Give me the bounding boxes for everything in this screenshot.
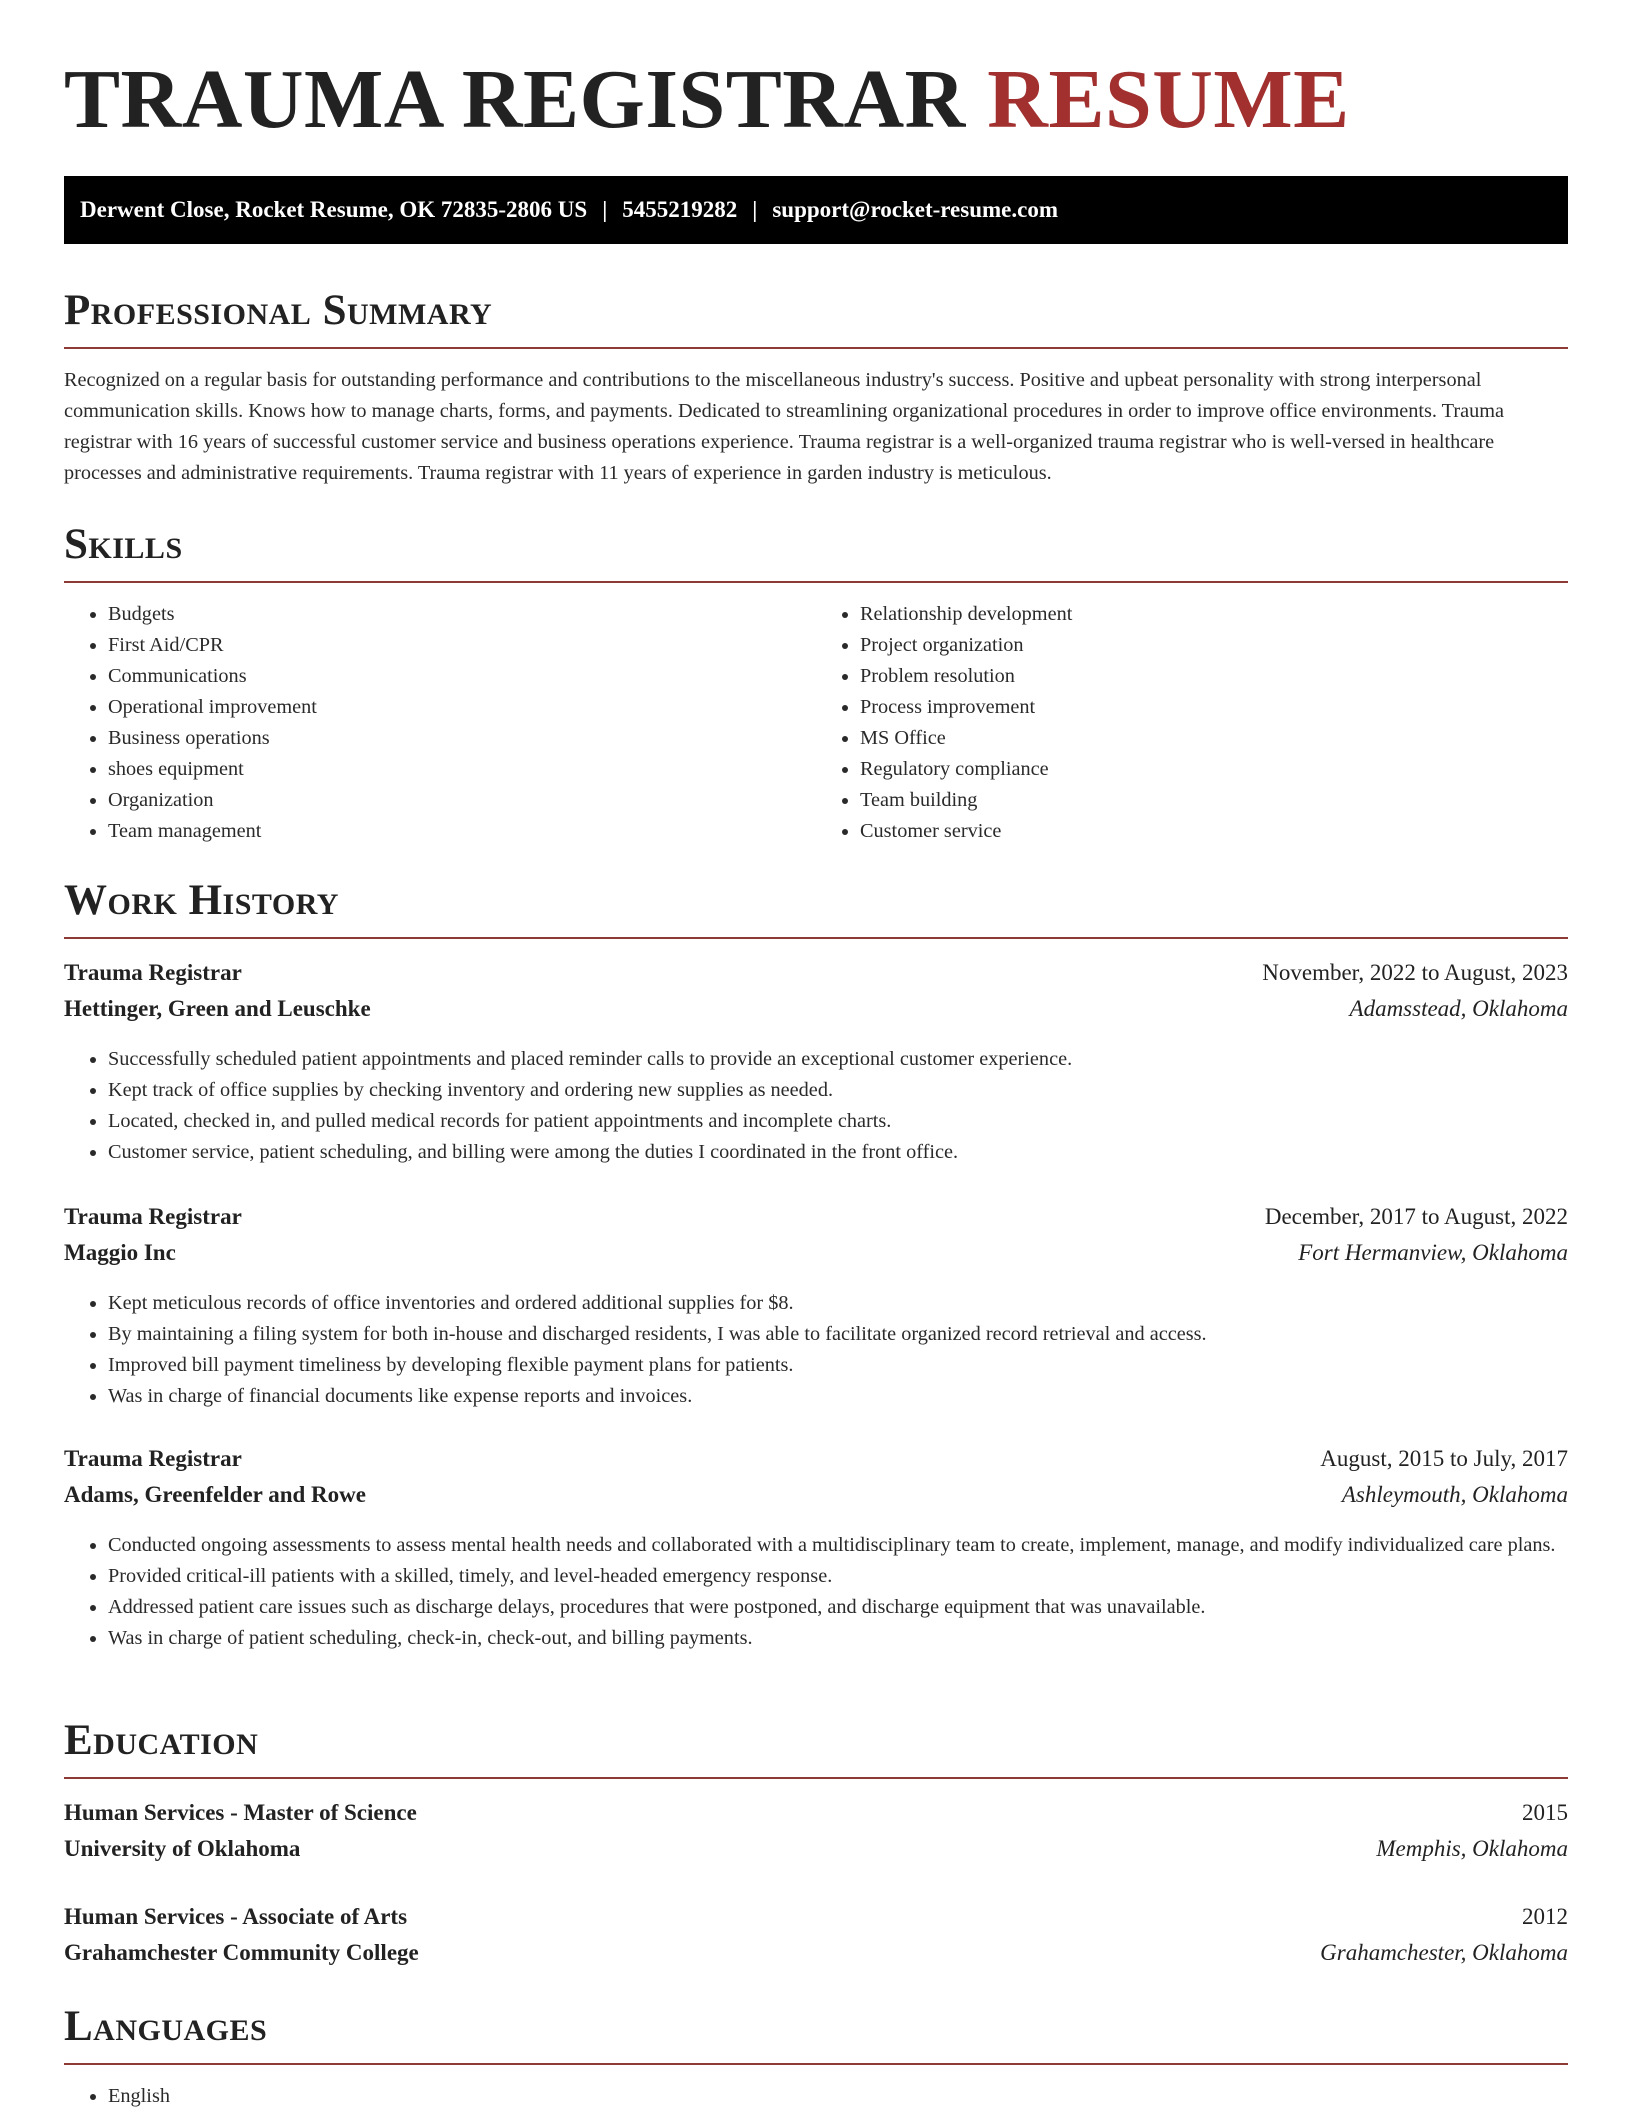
job-dates: August, 2015 to July, 2017	[1320, 1446, 1568, 1471]
job-bullet: • By maintaining a filing system for both in-house and discharged residents, I was able to facilitate organized record retrieval and access.	[108, 1319, 1568, 1350]
education-school: Grahamchester Community College	[64, 1940, 419, 1965]
job-location: Adamsstead, Oklahoma	[1349, 996, 1568, 1021]
languages-section	[64, 2002, 1568, 2112]
job-dates: November, 2022 to August, 2023	[1262, 960, 1568, 985]
job-bullet: • Kept track of office supplies by checking inventory and ordering new supplies as needed.	[108, 1075, 1568, 1106]
education-entry	[64, 1904, 1568, 1976]
job-bullet: • Was in charge of financial documents like expense reports and invoices.	[108, 1381, 1568, 1412]
section-heading-skills: Skills	[64, 521, 183, 568]
section-heading-languages: Languages	[64, 2003, 268, 2050]
job-bullet: • Conducted ongoing assessments to assess mental health needs and collaborated with a multidisciplinary team to create, implement, manage, and modify individualized care plans.	[108, 1530, 1568, 1561]
section-divider	[64, 347, 1568, 349]
section-divider	[64, 2063, 1568, 2065]
skill-item: • Problem resolution	[860, 661, 1568, 692]
section-heading-work: Work History	[64, 877, 339, 924]
education-year: 2015	[1522, 1800, 1568, 1825]
job-bullets	[64, 1288, 1568, 1412]
skill-item: • Process improvement	[860, 692, 1568, 723]
skill-item: • Regulatory compliance	[860, 754, 1568, 785]
skill-item: • Team management	[108, 816, 816, 847]
work-history-section	[64, 876, 1568, 939]
job-bullet: • Improved bill payment timeliness by developing flexible payment plans for patients.	[108, 1350, 1568, 1381]
skills-list-left	[64, 599, 816, 847]
summary-section	[64, 286, 1568, 489]
job-company-row	[64, 996, 1568, 1032]
education-header-row	[64, 1800, 1568, 1836]
job-bullet: • Located, checked in, and pulled medical records for patient appointments and incomplete charts.	[108, 1106, 1568, 1137]
section-divider	[64, 1777, 1568, 1779]
skill-item: • Project organization	[860, 630, 1568, 661]
skills-section	[64, 520, 1568, 847]
job-company: Maggio Inc	[64, 1240, 176, 1265]
job-company-row	[64, 1482, 1568, 1518]
job-header-row	[64, 1446, 1568, 1482]
job-dates: December, 2017 to August, 2022	[1264, 1204, 1568, 1229]
job-bullet: • Successfully scheduled patient appointments and placed reminder calls to provide an exceptional customer experience.	[108, 1044, 1568, 1075]
education-school-row	[64, 1836, 1568, 1872]
skill-item: • Communications	[108, 661, 816, 692]
education-year: 2012	[1522, 1904, 1568, 1929]
job-company-row	[64, 1240, 1568, 1276]
education-school: University of Oklahoma	[64, 1836, 301, 1861]
contact-separator: |	[602, 197, 608, 222]
job-bullet: • Kept meticulous records of office inventories and ordered additional supplies for $8.	[108, 1288, 1568, 1319]
skills-list-right	[816, 599, 1568, 847]
skill-item: • First Aid/CPR	[108, 630, 816, 661]
job-title: Trauma Registrar	[64, 1204, 242, 1229]
contact-bar	[64, 176, 1568, 244]
section-divider	[64, 937, 1568, 939]
job-entry	[64, 1446, 1568, 1654]
section-heading-education: Education	[64, 1717, 259, 1764]
job-bullet: • Addressed patient care issues such as discharge delays, procedures that were postponed, and discharge equipment that was unavailable.	[108, 1592, 1568, 1623]
job-company: Hettinger, Green and Leuschke	[64, 996, 371, 1021]
job-bullet: • Provided critical-ill patients with a skilled, timely, and level-headed emergency response.	[108, 1561, 1568, 1592]
education-header-row	[64, 1904, 1568, 1940]
skill-item: • Team building	[860, 785, 1568, 816]
skill-item: • shoes equipment	[108, 754, 816, 785]
language-item: • English	[108, 2081, 1568, 2112]
job-header-row	[64, 1204, 1568, 1240]
contact-phone: 5455219282	[622, 197, 738, 222]
skill-item: • MS Office	[860, 723, 1568, 754]
education-location: Grahamchester, Oklahoma	[1320, 1940, 1568, 1965]
resume-title	[64, 53, 1350, 146]
job-entry	[64, 1204, 1568, 1412]
education-degree: Human Services - Associate of Arts	[64, 1904, 408, 1929]
job-location: Fort Hermanview, Oklahoma	[1298, 1240, 1568, 1265]
job-bullet: • Customer service, patient scheduling, and billing were among the duties I coordinated in the front office.	[108, 1137, 1568, 1168]
job-title: Trauma Registrar	[64, 960, 242, 985]
job-location: Ashleymouth, Oklahoma	[1341, 1482, 1568, 1507]
job-title: Trauma Registrar	[64, 1446, 242, 1471]
skill-item: • Relationship development	[860, 599, 1568, 630]
summary-text: Recognized on a regular basis for outstanding performance and contributions to the miscellaneous industry's success. Positive and upbeat personality with strong interpersonal communication skills. Knows how to manage charts, forms, and payments. Dedicated to streamlining organizational procedures in order to improve office environments. Trauma registrar with 16 years of successful customer service and business operations experience. Trauma registrar is a well-organized trauma registrar who is well-versed in healthcare processes and administrative requirements. Trauma registrar with 11 years of experience in garden industry is meticulous.	[64, 369, 1505, 485]
skill-item: • Customer service	[860, 816, 1568, 847]
section-heading-summary: Professional Summary	[64, 287, 493, 334]
skills-columns	[64, 599, 1568, 847]
contact-separator: |	[752, 197, 758, 222]
skill-item: • Organization	[108, 785, 816, 816]
job-bullet: • Was in charge of patient scheduling, check-in, check-out, and billing payments.	[108, 1623, 1568, 1654]
section-divider	[64, 581, 1568, 583]
contact-address: Derwent Close, Rocket Resume, OK 72835-2806 US	[80, 197, 588, 222]
title-accent: RESUME	[987, 53, 1350, 146]
education-location: Memphis, Oklahoma	[1376, 1836, 1568, 1861]
education-school-row	[64, 1940, 1568, 1976]
title-main: TRAUMA REGISTRAR	[64, 53, 966, 146]
job-header-row	[64, 960, 1568, 996]
skill-item: • Budgets	[108, 599, 816, 630]
job-entry	[64, 960, 1568, 1168]
languages-list	[64, 2081, 1568, 2112]
education-degree: Human Services - Master of Science	[64, 1800, 417, 1825]
job-bullets	[64, 1044, 1568, 1168]
education-entry	[64, 1800, 1568, 1872]
skill-item: • Operational improvement	[108, 692, 816, 723]
skill-item: • Business operations	[108, 723, 816, 754]
job-company: Adams, Greenfelder and Rowe	[64, 1482, 366, 1507]
contact-email[interactable]: support@rocket-resume.com	[772, 197, 1058, 222]
job-bullets	[64, 1530, 1568, 1654]
education-section	[64, 1716, 1568, 1779]
